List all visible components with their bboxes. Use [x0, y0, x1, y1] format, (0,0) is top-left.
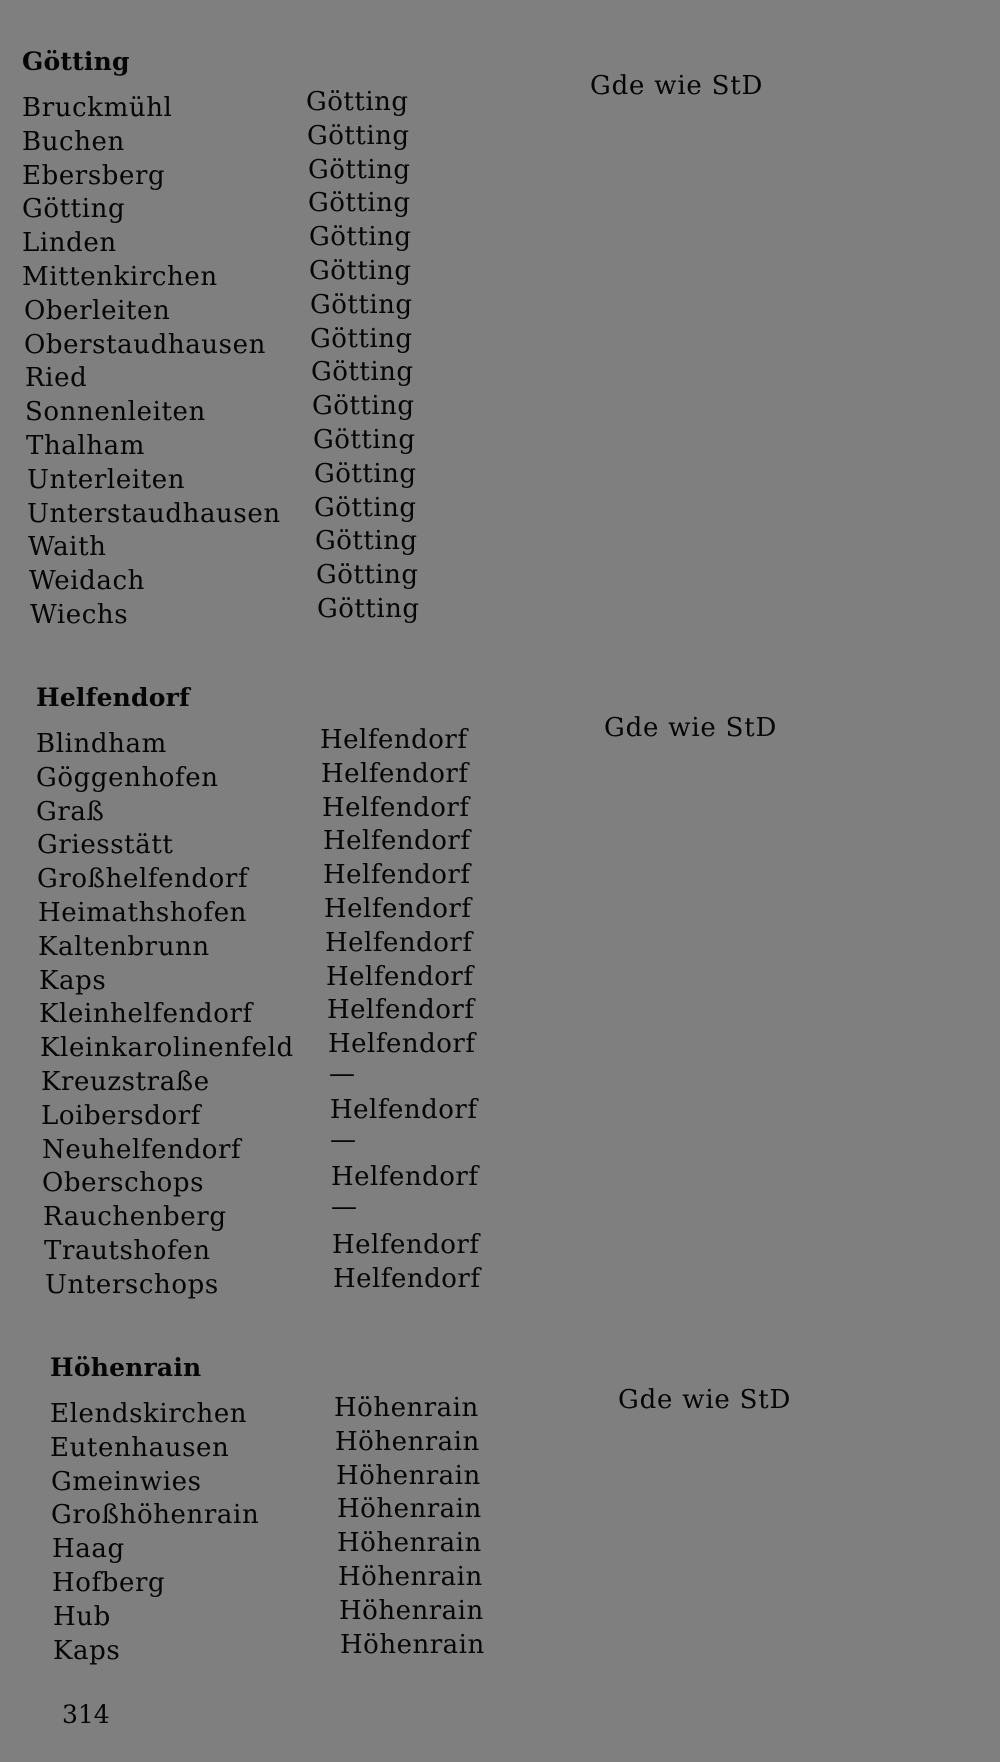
table-row — [36, 1094, 896, 1134]
commune-name: Helfendorf — [330, 1094, 478, 1125]
commune-name: — — [329, 1058, 356, 1089]
place-name: Götting — [22, 194, 126, 225]
table-row — [36, 758, 896, 796]
place-name: Blindham — [36, 729, 167, 759]
place-name: Oberleiten — [24, 295, 171, 326]
commune-name: Götting — [307, 120, 410, 151]
section-hoehenrain — [50, 1354, 910, 1668]
commune-name: Helfendorf — [321, 758, 469, 789]
place-name: Ebersberg — [22, 160, 166, 191]
place-name: Großhöhenrain — [51, 1500, 260, 1531]
commune-name: Höhenrain — [339, 1595, 484, 1626]
place-name: Loibersdorf — [41, 1100, 201, 1131]
commune-name: Götting — [313, 424, 416, 455]
table-row — [22, 289, 882, 329]
section-title: Helfendorf — [36, 683, 190, 712]
table-row — [22, 391, 882, 430]
place-name: Oberschops — [42, 1168, 205, 1199]
place-name: Unterschops — [45, 1269, 219, 1300]
commune-name: Helfendorf — [332, 1229, 480, 1260]
commune-name: Helfendorf — [320, 725, 468, 755]
place-name: Weidach — [29, 566, 145, 597]
commune-name: Helfendorf — [327, 995, 475, 1026]
place-name: Heimathshofen — [38, 897, 248, 928]
place-name: Graß — [36, 796, 105, 827]
commune-name: — — [331, 1192, 358, 1223]
table-row — [22, 526, 882, 565]
table-row — [22, 222, 882, 261]
table-row — [22, 188, 882, 227]
table-row — [36, 860, 896, 897]
commune-name: Höhenrain — [336, 1460, 481, 1491]
commune-name: Höhenrain — [337, 1494, 482, 1525]
place-name: Rauchenberg — [43, 1202, 227, 1233]
table-row — [36, 725, 896, 762]
place-name: Göggenhofen — [36, 762, 219, 793]
place-name: Kleinhelfendorf — [39, 999, 253, 1030]
commune-name: Höhenrain — [337, 1528, 482, 1559]
place-name: Buchen — [22, 126, 125, 157]
commune-name: Helfendorf — [333, 1263, 481, 1294]
commune-name: Götting — [316, 560, 419, 591]
table-row — [22, 154, 882, 194]
commune-name: Höhenrain — [338, 1561, 483, 1592]
commune-name: Helfendorf — [323, 826, 471, 857]
table-row — [22, 424, 882, 464]
commune-name: Götting — [310, 323, 413, 354]
place-name: Haag — [52, 1534, 125, 1565]
table-row — [36, 893, 896, 931]
commune-name: Götting — [306, 87, 409, 117]
place-name: Kleinkarolinenfeld — [40, 1033, 294, 1064]
commune-name: Götting — [312, 391, 415, 422]
commune-name: Götting — [314, 458, 417, 489]
place-name: Sonnenleiten — [25, 397, 206, 428]
table-row — [22, 323, 882, 363]
commune-name: Helfendorf — [325, 927, 473, 958]
commune-name: Helfendorf — [324, 893, 472, 924]
commune-name: Höhenrain — [334, 1393, 479, 1423]
place-name: Griesstätt — [37, 830, 174, 861]
place-name: Hub — [53, 1601, 111, 1632]
place-name: Hofberg — [52, 1567, 166, 1598]
table-row — [36, 1029, 896, 1066]
place-name: Bruckmühl — [22, 93, 173, 123]
table-row — [36, 961, 896, 999]
place-name: Elendskirchen — [50, 1399, 248, 1429]
place-name: Trautshofen — [44, 1235, 211, 1266]
section-title: Höhenrain — [50, 1353, 202, 1382]
section-note: Gde wie StD — [604, 713, 778, 743]
place-name: Neuhelfendorf — [42, 1134, 242, 1165]
place-name: Unterleiten — [27, 464, 186, 495]
table-row — [36, 792, 896, 830]
table-row — [22, 593, 882, 633]
table-row — [36, 927, 896, 965]
place-name: Kaps — [53, 1635, 121, 1666]
commune-name: Götting — [315, 526, 418, 557]
table-row — [36, 826, 896, 863]
commune-name: Götting — [309, 222, 412, 253]
section-title: Götting — [22, 47, 130, 76]
table-row — [22, 120, 882, 160]
commune-name: Helfendorf — [326, 961, 474, 992]
entry-list — [50, 1385, 910, 1668]
table-row — [36, 1263, 896, 1303]
place-name: Wiechs — [30, 599, 129, 630]
place-name: Waith — [28, 532, 107, 563]
commune-name: Höhenrain — [340, 1629, 485, 1660]
place-name: Oberstaudhausen — [24, 329, 266, 360]
commune-name: Götting — [311, 357, 414, 388]
section-note: Gde wie StD — [590, 71, 764, 101]
table-row — [36, 1162, 896, 1201]
place-name: Eutenhausen — [50, 1432, 230, 1463]
commune-name: Höhenrain — [335, 1426, 480, 1457]
commune-name: Helfendorf — [323, 860, 471, 891]
place-name: Großhelfendorf — [37, 864, 249, 895]
place-name: Linden — [22, 228, 117, 259]
page-number: 314 — [62, 1700, 110, 1729]
table-row — [22, 357, 882, 396]
place-name: Thalham — [26, 430, 146, 461]
commune-name: Götting — [309, 255, 412, 286]
table-row — [50, 1629, 910, 1669]
place-name: Kreuzstraße — [41, 1066, 210, 1097]
commune-name: Helfendorf — [322, 792, 470, 823]
commune-name: Götting — [310, 289, 413, 320]
place-name: Kaps — [39, 965, 107, 996]
commune-name: Götting — [308, 154, 411, 185]
place-name: Mittenkirchen — [22, 261, 218, 292]
place-name: Kaltenbrunn — [38, 931, 210, 962]
place-name: Unterstaudhausen — [27, 498, 281, 529]
table-row — [22, 255, 882, 295]
table-row — [22, 492, 882, 532]
commune-name: Helfendorf — [328, 1029, 476, 1060]
place-name: Gmeinwies — [51, 1466, 202, 1497]
commune-name: — — [330, 1124, 357, 1155]
commune-name: Götting — [314, 492, 417, 523]
table-row — [50, 1393, 910, 1432]
commune-name: Götting — [308, 188, 411, 219]
table-row — [22, 458, 882, 498]
commune-name: Helfendorf — [331, 1162, 479, 1193]
section-note: Gde wie StD — [618, 1385, 792, 1415]
place-name: Ried — [25, 363, 88, 394]
entry-list — [22, 71, 882, 633]
table-row — [36, 995, 896, 1032]
section-helfendorf — [36, 684, 896, 1303]
section-goetting — [22, 48, 882, 633]
table-row — [22, 87, 882, 126]
commune-name: Götting — [317, 593, 420, 624]
entry-list — [36, 713, 896, 1303]
table-row — [22, 560, 882, 599]
